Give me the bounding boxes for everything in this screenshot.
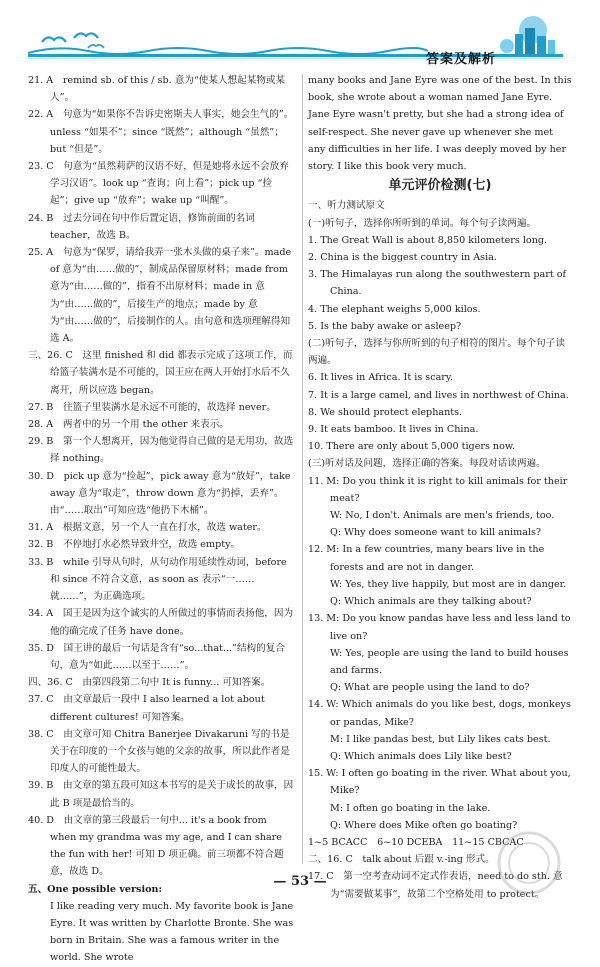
page-header bbox=[0, 0, 600, 72]
answer-line: 23. C 句意为“虽然莉萨的汉语不好，但是她将永远不会放弃学习汉语”。look up “查询；向上看”；pick up “捡起”；give up “放弃”；wake up “叫醒”。 bbox=[28, 161, 289, 207]
answer-line: 3. The Himalayas run along the southwestern part of China. bbox=[308, 269, 567, 298]
answer-line: 一、听力测试原文 bbox=[308, 200, 385, 212]
answer-line: 27. B 往篮子里装满水是永远不可能的，故选择 never。 bbox=[28, 401, 276, 413]
answer-line: 24. B 过去分词在句中作后置定语，修饰前面的名词 teacher，故选 B。 bbox=[28, 212, 255, 241]
answer-line: W: Yes, they live happily, but most are in danger. bbox=[330, 578, 567, 590]
answer-line: 五、One possible version: bbox=[28, 883, 163, 895]
answer-line: 三、26. C 这里 finished 和 did 都表示完成了这项工作，而给篮子装满水是不可能的，国王应在两人开始打水后不久离开，所以应选 began。 bbox=[28, 350, 293, 396]
answer-line: 5. Is the baby awake or asleep? bbox=[308, 320, 462, 332]
answer-line: M: I often go boating in the lake. bbox=[330, 802, 491, 814]
answer-line: W: No, I don't. Animals are men's friends, too. bbox=[330, 510, 555, 522]
answer-line: 30. D pick up 意为“捡起”，pick away 意为“放好”，take away 意为“取走”，throw down 意为“扔掉，丢弃”。由“……取出”可知应选“他扔下木桶”。 bbox=[28, 470, 291, 517]
section-title: 单元评价检测(七) bbox=[388, 178, 492, 194]
answer-line: 14. W: Which animals do you like best, dogs, monkeys or pandas, Mike? bbox=[308, 699, 571, 728]
watermark-stamp-icon bbox=[470, 830, 588, 896]
answer-line: 33. B while 引导从句时，从句动作用延续性动词，before 和 since 不符合文意，as soon as 表示“一……就……”，为正确选项。 bbox=[28, 556, 287, 603]
answer-line: 40. D 由文章的第三段最后一句中... it's a book from when my grandma was my age, and I can share the fun with her! 可知 D 项正确。前三项都不符合题意，故选 D。 bbox=[28, 814, 284, 878]
answer-line: 1~5 BCACC 6~10 DCEBA 11~15 CBCAC bbox=[308, 836, 524, 848]
answer-line: 15. W: I often go boating in the river. What about you, Mike? bbox=[308, 768, 571, 797]
answer-line: 38. C 由文章可知 Chitra Banerjee Divakaruni 写的书是关于在印度的一个女孩与她的父亲的故事，所以此作者是印度人的可能性最大。 bbox=[28, 728, 290, 775]
header-title: 答案及解析 bbox=[426, 52, 497, 67]
answer-line: 4. The elephant weighs 5,000 kilos. bbox=[308, 303, 481, 315]
answer-line: 25. A 句意为“保罗，请给我弄一张木头做的桌子来”。made of 意为“由……做的”，制成品保留原材料；made from 意为“由……做的”，指看不出原材料；made in 意为“由……做的”，后接生产的地点；made by 意为“由……做的”，后接制作的人。由句意和选项理解得知选 A。 bbox=[28, 247, 292, 345]
answer-line: 6. It lives in Africa. It is scary. bbox=[308, 372, 454, 384]
answer-line: Q: Why does someone want to kill animals? bbox=[330, 527, 542, 539]
page-number: — 53 — bbox=[273, 874, 327, 889]
answer-line: 9. It eats bamboo. It lives in China. bbox=[308, 424, 479, 436]
answer-line: 31. A 根据文意，另一个人一直在打水，故选 water。 bbox=[28, 522, 267, 534]
answer-line: Q: Which animals are they talking about? bbox=[330, 596, 532, 608]
answer-line: 21. A remind sb. of this / sb. 意为“使某人想起某物或某人”。 bbox=[28, 75, 286, 104]
answer-line: Q: Where does Mike often go boating? bbox=[330, 819, 518, 831]
answer-line: many books and Jane Eyre was one of the best. In this book, she wrote about a woman named Jane Eyre. Jane Eyre wasn't pretty, but she had a strong idea of self-respect. She never gave up whenever she met any difficulties in her life. I was deeply moved by her story. I like this book very much. bbox=[308, 75, 572, 173]
answer-line: 35. D 国王讲的最后一句话是含有“so...that...”结构的复合句，意为“如此……以至于……”。 bbox=[28, 642, 285, 671]
essay-continuation bbox=[308, 72, 572, 175]
answer-line: 8. We should protect elephants. bbox=[308, 406, 463, 418]
column-divider bbox=[302, 74, 303, 864]
answer-line: 34. A 国王是因为这个诚实的人所做过的事情而表扬他，因为他的确完成了任务 have done。 bbox=[28, 608, 294, 637]
answer-line: 22. A 句意为“如果你不告诉史密斯夫人事实，她会生气的”。unless “如果不”；since “既然”；although “虽然”；but “但是”。 bbox=[28, 109, 294, 155]
answer-line: I like reading very much. My favorite book is Jane Eyre. It was written by Charlotte Bronte. She was born in Britain. She was a famous writer in the world. She wrote bbox=[50, 900, 294, 964]
answer-line: 39. B 由文章的第五段可知这本书写的是关于成长的故事，因此 B 项是最恰当的。 bbox=[28, 780, 294, 809]
answer-line: W: Yes, people are using the land to build houses and farms. bbox=[330, 647, 569, 676]
answer-line: 28. A 两者中的另一个用 the other 来表示。 bbox=[28, 419, 229, 431]
answer-line: 7. It is a large camel, and lives in northwest of China. bbox=[308, 389, 569, 401]
answer-line: 1. The Great Wall is about 8,850 kilometers long. bbox=[308, 234, 548, 246]
listening-answers bbox=[308, 197, 572, 902]
city-globe-decoration-icon bbox=[495, 12, 565, 56]
left-answer-column bbox=[28, 72, 296, 967]
answer-line: 13. M: Do you know pandas have less and less land to live on? bbox=[308, 613, 571, 642]
answer-line: 12. M: In a few countries, many bears live in the forests and are not in danger. bbox=[308, 544, 545, 573]
answer-line: 10. There are only about 5,000 tigers now. bbox=[308, 441, 516, 453]
right-answer-column bbox=[308, 72, 572, 903]
answer-line: M: I like pandas best, but Lily likes cats best. bbox=[330, 733, 551, 745]
answer-line: Q: What are people using the land to do? bbox=[330, 682, 530, 694]
answer-line: 32. B 不停地打水必然导致井空，故选 empty。 bbox=[28, 539, 241, 551]
answer-line: 29. B 第一个人想离开，因为他觉得自己做的是无用功，故选择 nothing。 bbox=[28, 436, 294, 465]
answer-line: (二)听句子，选择与你所听到的句子相符的图片。每个句子读两遍。 bbox=[308, 338, 565, 367]
answer-line: (一)听句子，选择你所听到的单词。每个句子读两遍。 bbox=[308, 217, 537, 229]
answer-line: 二、16. C talk about 后跟 v.-ing 形式。 bbox=[308, 854, 495, 866]
answer-line: 37. C 由文章最后一段中 I also learned a lot about different cultures! 可知答案。 bbox=[28, 694, 265, 723]
answer-line: (三)听对话及问题，选择正确的答案。每段对话读两遍。 bbox=[308, 458, 546, 470]
answer-line: 四、36. C 由第四段第二句中 It is funny... 可知答案。 bbox=[28, 677, 271, 689]
answer-line: 2. China is the biggest country in Asia. bbox=[308, 252, 497, 264]
answer-line: 17. C 第一空考查动词不定式作表语，need to do sth. 意为“需要做某事”，故第二个空格处用 to protect。 bbox=[308, 871, 563, 900]
answer-line: Q: Which animals does Lily like best? bbox=[330, 750, 512, 762]
answer-line: 11. M: Do you think it is right to kill animals for their meat? bbox=[308, 475, 568, 504]
